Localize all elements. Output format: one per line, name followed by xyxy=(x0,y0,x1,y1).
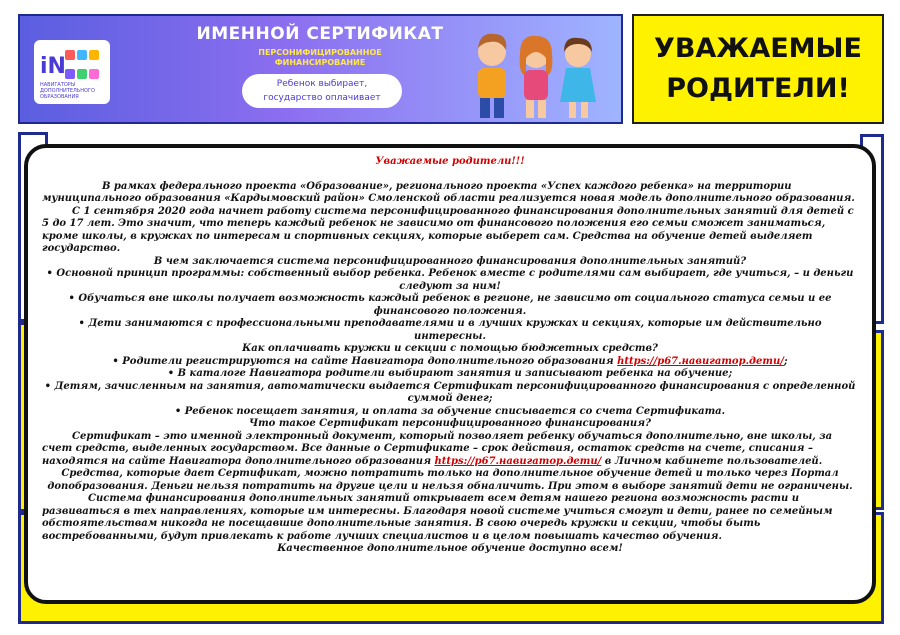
navigator-logo xyxy=(34,40,110,104)
intro-paragraph: В рамках федерального проекта «Образование», регионального проекта «Успех каждого ребенка» на территории муниципального образования «Кардымовский район» Смоленской области реализуется новая модель дополнительного образования. xyxy=(42,180,855,204)
question-heading: Как оплачивать кружки и секции с помощью бюджетных средств? xyxy=(242,343,658,354)
bullet-text: • Родители регистрируются на сайте Навигатора дополнительного образования xyxy=(112,355,618,367)
banner-slogan xyxy=(242,74,402,108)
banner-subtitle xyxy=(230,48,410,68)
start-paragraph: С 1 сентября 2020 года начнет работу система персонифицированного финансирования дополнительных занятий для детей с 5 до 17 лет. Это значит, что теперь каждый ребенок не зависимо от финансового положения его семьи сможет заниматься, кроме школы, в кружках по интересам и спортивных секциях, которые выберет сам. Средства на обучение детей выделяет государство. xyxy=(42,205,854,254)
parents-heading xyxy=(643,29,873,109)
bullet-end: ; xyxy=(783,355,788,367)
bullet-item: • Дети занимаются с профессиональными преподавателями и в лучших кружках и секциях, которые им действительно интересны. xyxy=(78,318,822,342)
heading-line: РОДИТЕЛИ! xyxy=(666,73,850,104)
slogan-line: государство оплачивает xyxy=(263,93,381,103)
bullet-item: • Обучаться вне школы получает возможность каждый ребенок в регионе, не зависимо от социального статуса семьи и ее финансового положения. xyxy=(68,293,832,317)
closing-line: Качественное дополнительное обучение доступно всем! xyxy=(277,543,623,554)
logo-sub-line: ДОПОЛНИТЕЛЬНОГО xyxy=(40,88,95,94)
slogan-line: Ребенок выбирает, xyxy=(276,79,368,89)
banner-subtitle-line: ПЕРСОНИФИЦИРОВАННОЕ xyxy=(258,48,382,57)
logo-sub-line: ОБРАЗОВАНИЯ xyxy=(40,94,79,100)
certificate-banner xyxy=(18,14,623,124)
system-paragraph: Система финансирования дополнительных занятий открывает всем детям нашего региона возможность расти и развиваться в тех направлениях, которые им интересны. Благодаря новой системе учиться смогут и дети, ранее по семейным обстоятельствам никогда не посещавшие дополнительные занятия. В свою очередь кружки и секции, чтобы быть востребованными, будут привлекать к работе лучших специалистов и в целом повышать качество обучения. xyxy=(42,493,833,542)
certificate-end: в Личном кабинете пользователей. xyxy=(601,455,823,467)
bullet-item: • Основной принцип программы: собственный выбор ребенка. Ребенок вместе с родителями сам выбирает, где учиться, – и деньги следуют за ним! xyxy=(46,268,854,292)
bullet-item xyxy=(42,356,858,369)
banner-subtitle-line: ФИНАНСИРОВАНИЕ xyxy=(274,58,366,67)
bullet-item: • Детям, зачисленным на занятия, автоматически выдается Сертификат персонифицированного финансирования с определенной суммой денег; xyxy=(44,380,856,404)
question-heading: В чем заключается система персонифицированного финансирования дополнительных занятий? xyxy=(153,255,747,267)
announcement-card xyxy=(24,144,876,604)
certificate-text: Сертификат – это именной электронный документ, который позволяет ребенку обучаться дополнительно, вне школы, за счет средств, выделенных государством. Все данные о Сертификате – срок действия, остаток средств на счете, списания – находятся на сайте Навигатора дополнительного образования xyxy=(42,430,833,467)
logo-tiles xyxy=(64,46,100,84)
bullet-item: • Ребенок посещает занятия, и оплата за обучение списывается со счета Сертификата. xyxy=(174,405,726,417)
certificate-paragraph xyxy=(42,431,858,469)
question-heading: Что такое Сертификат персонифицированного финансирования? xyxy=(248,418,652,429)
navigator-link[interactable]: https://р67.навигатор.дети/ xyxy=(434,455,602,467)
logo-subtitle xyxy=(40,82,106,100)
logo-sub-line: НАВИГАТОРЫ xyxy=(40,82,76,88)
parents-heading-box xyxy=(632,14,884,124)
children-illustration xyxy=(460,24,610,122)
heading-line: УВАЖАЕМЫЕ xyxy=(654,33,862,64)
bullet-item: • В каталоге Навигатора родители выбирают занятия и записывают ребенка на обучение; xyxy=(167,368,733,379)
banner-title: ИМЕННОЙ СЕРТИФИКАТ xyxy=(196,24,444,44)
navigator-link[interactable]: https://р67.навигатор.дети/ xyxy=(617,355,784,367)
funds-paragraph: Средства, которые дает Сертификат, можно потратить только на дополнительное обучение детей и только через Портал допобразования. Деньги нельзя потратить на другие цели и нельзя обналичить. При этом в выборе занятий дети не ограничены. xyxy=(47,468,853,492)
greeting: Уважаемые родители!!! xyxy=(375,156,525,167)
logo-mark: iN xyxy=(40,54,66,79)
